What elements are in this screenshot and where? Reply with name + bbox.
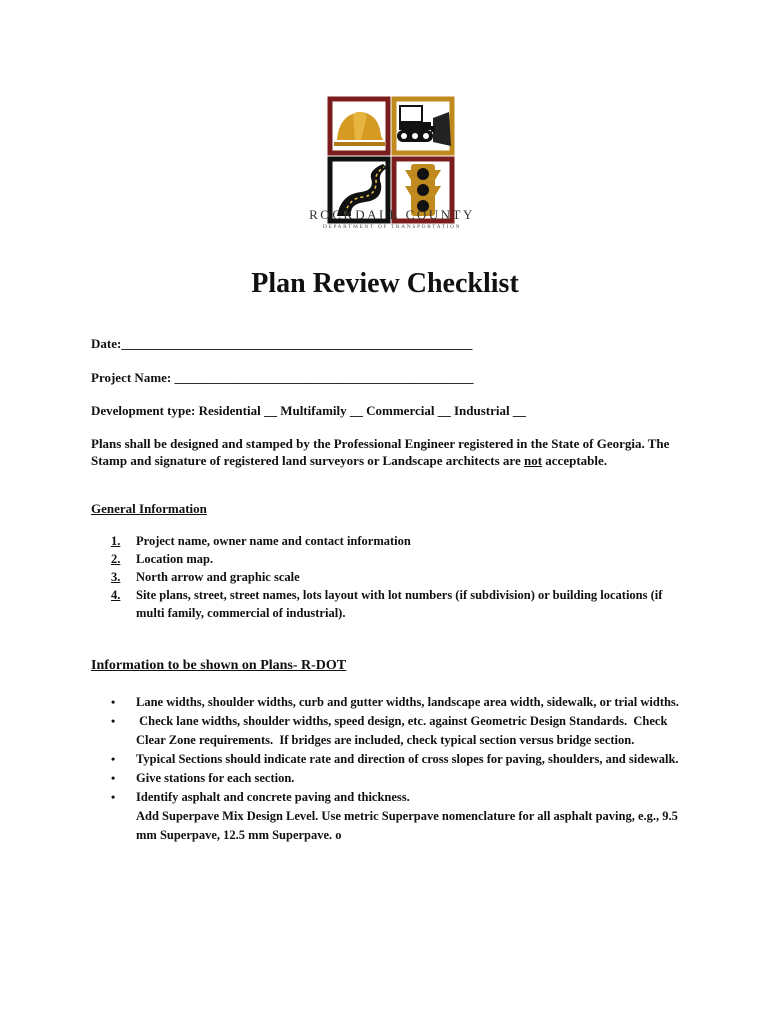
- project-name-field: Project Name: ______________________________________________: [91, 370, 474, 385]
- bullet-icon: •: [111, 752, 116, 766]
- list-item: [111, 586, 671, 622]
- logo-caption: [300, 207, 484, 230]
- logo-county-name: ROCKDALE COUNTY: [309, 207, 475, 222]
- list-item-text: Location map.: [136, 552, 214, 566]
- bullet-icon: •: [111, 714, 116, 728]
- list-item: [111, 550, 671, 568]
- list-item: [111, 568, 671, 586]
- plans-information-list: [111, 693, 681, 845]
- list-item-number: 2.: [111, 552, 121, 566]
- list-item: [111, 788, 681, 845]
- list-item-line: Add Superpave Mix Design Level. Use metric Superpave nomenclature for all asphalt paving, e.g., 9.5 mm Superpave, 12.5 mm Superpave. o: [136, 809, 678, 842]
- date-field: Date:______________________________________________________: [91, 336, 473, 351]
- development-type-field: Development type: Residential __ Multifamily __ Commercial __ Industrial __: [91, 403, 526, 418]
- list-item: [111, 532, 671, 550]
- list-item-line: Identify asphalt and concrete paving and thickness.: [136, 790, 410, 804]
- notice-emphasis: not: [523, 453, 543, 468]
- list-item-text: Typical Sections should indicate rate and direction of cross slopes for paving, shoulders, and sidewalk.: [136, 752, 679, 766]
- document-title: Plan Review Checklist: [251, 268, 519, 299]
- list-item-text: [136, 788, 681, 845]
- list-item: [111, 750, 681, 769]
- logo-department-name: DEPARTMENT OF TRANSPORTATION: [322, 224, 462, 230]
- list-item-text: Lane widths, shoulder widths, curb and gutter widths, landscape area width, sidewalk, or trial widths.: [136, 695, 679, 709]
- list-item-text: Site plans, street, street names, lots layout with lot numbers (if subdivision) or building locations (if multi family, commercial of industrial).: [136, 588, 663, 620]
- list-item: [111, 693, 681, 712]
- hard-hat-icon: [334, 112, 385, 146]
- list-item-text: Project name, owner name and contact information: [136, 534, 411, 548]
- bulldozer-icon: [397, 106, 451, 146]
- bullet-icon: •: [111, 771, 116, 785]
- plans-information-heading: Information to be shown on Plans- R-DOT: [91, 658, 347, 673]
- bullet-icon: •: [111, 790, 116, 804]
- notice-text-before: Plans shall be designed and stamped by the Professional Engineer registered in the State of Georgia. The Stamp and signature of registered land surveyors or Landscape architects are: [91, 436, 670, 468]
- list-item-number: 4.: [111, 588, 121, 602]
- list-item: [111, 712, 681, 750]
- stamp-notice-paragraph: [91, 435, 671, 469]
- list-item-number: 3.: [111, 570, 121, 584]
- general-information-heading: General Information: [91, 501, 207, 516]
- list-item-text: Check lane widths, shoulder widths, speed design, etc. against Geometric Design Standards. Check Clear Zone requirements. If bridges are included, check typical section versus bridge section.: [136, 714, 671, 747]
- general-information-list: [111, 532, 671, 622]
- bullet-icon: •: [111, 695, 116, 709]
- list-item-number: 1.: [111, 534, 121, 548]
- notice-text-after: acceptable.: [542, 453, 608, 468]
- list-item-text: Give stations for each section.: [136, 771, 295, 785]
- list-item: [111, 769, 681, 788]
- list-item-text: North arrow and graphic scale: [136, 570, 300, 584]
